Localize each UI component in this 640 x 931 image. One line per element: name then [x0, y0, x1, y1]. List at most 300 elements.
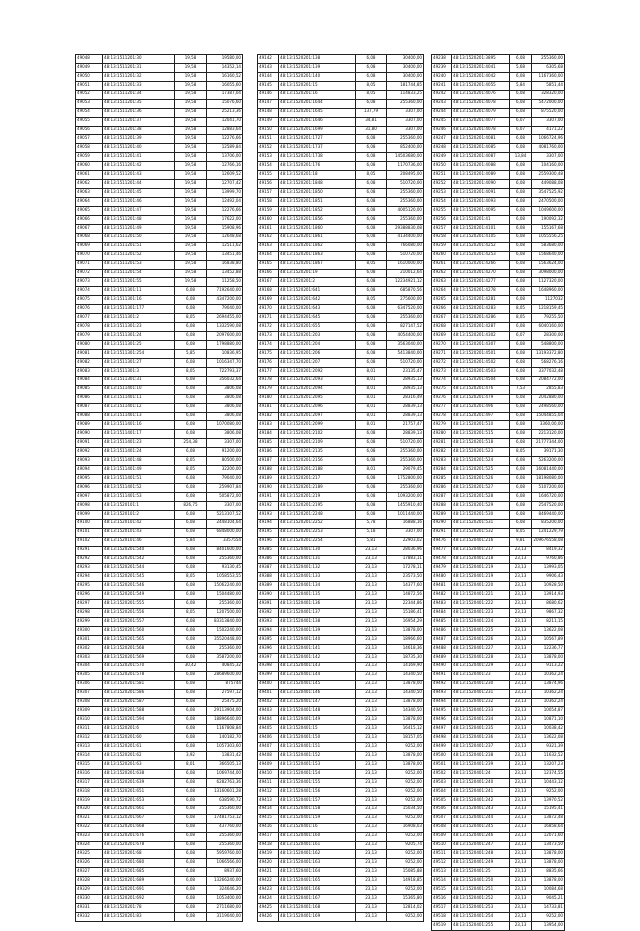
- cadastral-number: 48:13:1520401:252: [452, 895, 510, 904]
- table-row: [76, 430, 243, 439]
- rate-cell: 23,13: [356, 662, 387, 671]
- table-row: [76, 394, 243, 403]
- rate-cell: 8,05: [510, 314, 532, 323]
- value-cell: 15076,60: [207, 99, 243, 108]
- table-row: [76, 349, 243, 358]
- value-cell: 16908,03: [387, 823, 424, 832]
- value-cell: 181744,85: [387, 81, 424, 90]
- value-cell: 10836,95: [207, 349, 243, 358]
- table-row: [76, 528, 243, 537]
- cadastral-number: 48:13:1520401:23: [452, 671, 510, 680]
- rate-cell: 6,08: [356, 314, 387, 323]
- value-cell: 2711680,00: [207, 904, 243, 913]
- row-number: 49255: [432, 206, 452, 215]
- value-cell: 13193372,80: [532, 349, 565, 358]
- value-cell: 16055,60: [207, 81, 243, 90]
- row-number: 49180: [258, 394, 279, 403]
- value-cell: 40845,32: [207, 662, 243, 671]
- table-row: [76, 305, 243, 314]
- value-cell: 9113,22: [532, 662, 565, 671]
- rate-cell: 6,07: [510, 332, 532, 341]
- row-number: 49324: [76, 841, 103, 850]
- value-cell: 8401600,00: [207, 546, 243, 555]
- row-number: 49321: [76, 814, 103, 823]
- row-number: 49097: [76, 492, 103, 501]
- rate-cell: 6,08: [510, 144, 532, 153]
- table-row: [432, 868, 565, 877]
- value-cell: 852400,00: [387, 144, 424, 153]
- table-row: [76, 233, 243, 242]
- rate-cell: 6,08: [175, 653, 207, 662]
- cadastral-number: 48:13:1520201:4078: [452, 99, 510, 108]
- table-row: [432, 841, 565, 850]
- cadastral-number: 48:13:1520201:4266: [452, 260, 510, 269]
- table-row: [76, 457, 243, 466]
- value-cell: 18966,60: [387, 635, 424, 644]
- value-cell: 1058553,55: [207, 573, 243, 582]
- row-number: 49145: [258, 81, 279, 90]
- cadastral-number: 48:13:1520401:142: [279, 653, 356, 662]
- value-cell: 510720,00: [387, 251, 424, 260]
- row-number: 49081: [76, 349, 103, 358]
- value-cell: 3377032,48: [532, 367, 565, 376]
- value-cell: 140182,70: [207, 734, 243, 743]
- row-number: 49487: [432, 635, 452, 644]
- cadastral-number: 48:13:1520201:3895: [452, 55, 510, 64]
- table-row: [76, 72, 243, 81]
- cadastral-number: 48:13:1511201:32: [103, 72, 175, 81]
- cadastral-number: 48:13:1520401:161: [279, 841, 356, 850]
- table-row: [258, 573, 424, 582]
- rate-cell: 23,13: [356, 600, 387, 609]
- table-row: [76, 546, 243, 555]
- value-cell: 12071,60: [532, 832, 565, 841]
- rate-cell: 8,01: [175, 761, 207, 770]
- cadastral-number: 48:13:1520401:158: [279, 805, 356, 814]
- value-cell: 6040160,00: [532, 323, 565, 332]
- cadastral-number: 48:13:1511401:12: [103, 403, 175, 412]
- cadastral-number: 48:13:1520201:651: [103, 787, 175, 796]
- value-cell: 9252,00: [387, 814, 424, 823]
- value-cell: 16954,29: [387, 618, 424, 627]
- cadastral-number: 48:13:1520201:4091: [452, 189, 510, 198]
- value-cell: 4347200,00: [207, 296, 243, 305]
- value-cell: 13831,42: [207, 752, 243, 761]
- rate-cell: 6,08: [356, 287, 387, 296]
- value-cell: 13878,00: [387, 761, 424, 770]
- cadastral-number: 48:13:1520401:137: [279, 609, 356, 618]
- cadastral-number: 48:13:1520401:225: [452, 627, 510, 636]
- rate-cell: 6,08: [356, 233, 387, 242]
- table-row: [76, 332, 243, 341]
- cadastral-number: 48:13:1520201:4076: [452, 90, 510, 99]
- value-cell: 9205,74: [387, 841, 424, 850]
- value-cell: 3307,00: [207, 439, 243, 448]
- table-row: [432, 716, 565, 725]
- row-number: 49147: [258, 99, 279, 108]
- value-cell: 30400,00: [387, 63, 424, 72]
- rate-cell: 8,05: [175, 609, 207, 618]
- cadastral-number: 48:13:1520401:221: [452, 591, 510, 600]
- cadastral-number: 48:13:1520401:169: [279, 913, 356, 922]
- row-number: 49059: [76, 153, 103, 162]
- cadastral-number: 48:13:1520201:4095: [452, 206, 510, 215]
- cadastral-number: 48:13:1520201:588: [103, 707, 175, 716]
- cadastral-number: 48:13:1520201:638: [103, 770, 175, 779]
- row-number: 49481: [432, 582, 452, 591]
- rate-cell: 6,08: [356, 251, 387, 260]
- row-number: 49322: [76, 823, 103, 832]
- value-cell: 548800,00: [532, 341, 565, 350]
- row-number: 49176: [258, 358, 279, 367]
- table-row: [258, 618, 424, 627]
- table-row: [258, 841, 424, 850]
- row-number: 49170: [258, 305, 279, 314]
- rate-cell: 8,05: [356, 171, 387, 180]
- row-number: 49054: [76, 108, 103, 117]
- table-row: [432, 72, 565, 81]
- cadastral-number: 48:13:1520201:685: [103, 868, 175, 877]
- row-number: 49514: [432, 877, 452, 886]
- rate-cell: 6,08: [356, 492, 387, 501]
- cadastral-number: 48:13:1520201:4278: [452, 287, 510, 296]
- cadastral-number: 48:13:1520401:162: [279, 850, 356, 859]
- cadastral-number: 48:13:1520401:217: [452, 546, 510, 555]
- rate-cell: 23,13: [510, 877, 532, 886]
- rate-cell: 6,08: [510, 108, 532, 117]
- table-row: [258, 707, 424, 716]
- value-cell: 13451,46: [207, 251, 243, 260]
- rate-cell: 6,08: [175, 385, 207, 394]
- rate-cell: 6,08: [175, 448, 207, 457]
- row-number: 49068: [76, 233, 103, 242]
- value-cell: 9906,43: [532, 573, 565, 582]
- cadastral-number: 48:13:1520401:131: [279, 555, 356, 564]
- cadastral-number: 48:13:1520401:232: [452, 698, 510, 707]
- cadastral-number: 48:13:1520201:645: [279, 314, 356, 323]
- value-cell: 8937,60: [207, 868, 243, 877]
- row-number: 49185: [258, 439, 279, 448]
- value-cell: 1016347,70: [207, 358, 243, 367]
- table-row: [432, 770, 565, 779]
- cadastral-number: 48:13:1511401:17: [103, 430, 175, 439]
- rate-cell: 6,08: [510, 439, 532, 448]
- table-row: [432, 734, 565, 743]
- rate-cell: 826,75: [175, 501, 207, 510]
- value-cell: 5959760,00: [207, 850, 243, 859]
- rate-cell: 6,08: [356, 278, 387, 287]
- cadastral-number: 48:13:1520201:6: [103, 725, 175, 734]
- row-number: 49511: [432, 850, 452, 859]
- rate-cell: 23,13: [510, 635, 532, 644]
- rate-cell: 23,13: [356, 627, 387, 636]
- rate-cell: 8,01: [356, 403, 387, 412]
- rate-cell: 6,08: [356, 162, 387, 171]
- rate-cell: 6,08: [510, 99, 532, 108]
- cadastral-number: 48:13:1520401:138: [279, 618, 356, 627]
- cadastral-number: 48:13:1520201:518: [452, 439, 510, 448]
- cadastral-number: 48:13:1520201:4089: [452, 171, 510, 180]
- table-row: [258, 90, 424, 99]
- rate-cell: 6,08: [175, 850, 207, 859]
- row-number: 49281: [432, 439, 452, 448]
- rate-cell: 8,05: [356, 296, 387, 305]
- cadastral-number: 48:13:1520201:203: [279, 332, 356, 341]
- value-cell: 255360,00: [387, 189, 424, 198]
- table-row: [258, 403, 424, 412]
- row-number: 49497: [432, 725, 452, 734]
- value-cell: 16838,80: [207, 260, 243, 269]
- table-row: [258, 394, 424, 403]
- rate-cell: 6,08: [356, 55, 387, 64]
- cadastral-number: 48:13:1520201:2109: [279, 439, 356, 448]
- value-cell: 209676558,08: [532, 537, 565, 546]
- cadastral-number: 48:13:1520201:4501: [452, 349, 510, 358]
- rate-cell: 6,08: [175, 644, 207, 653]
- row-number: 49088: [76, 412, 103, 421]
- row-number: 49477: [432, 546, 452, 555]
- row-number: 49422: [258, 877, 279, 886]
- cadastral-number: 48:13:1520401:154: [279, 770, 356, 779]
- cadastral-number: 48:13:1520401:255: [452, 921, 510, 930]
- cadastral-number: 48:13:1520201:668: [103, 823, 175, 832]
- table-row: [432, 805, 565, 814]
- table-row: [76, 555, 243, 564]
- row-number: 49049: [76, 63, 103, 72]
- value-cell: 14340,50: [387, 671, 424, 680]
- rate-cell: 6,08: [356, 72, 387, 81]
- cadastral-number: 48:13:1520201:140: [279, 72, 356, 81]
- value-cell: 1502240,00: [207, 627, 243, 636]
- cadastral-number: 48:13:1520201:207: [279, 358, 356, 367]
- table-row: [432, 457, 565, 466]
- value-cell: 5107200,00: [532, 484, 565, 493]
- cadastral-number: 48:13:1520401:222: [452, 600, 510, 609]
- cadastral-number: 48:13:1520401:166: [279, 886, 356, 895]
- value-cell: 510720,00: [387, 180, 424, 189]
- value-cell: 28300,00: [532, 332, 565, 341]
- rate-cell: 6,08: [175, 832, 207, 841]
- value-cell: 827147,52: [387, 323, 424, 332]
- table-row: [258, 895, 424, 904]
- rate-cell: 6,08: [175, 305, 207, 314]
- rate-cell: 8,01: [356, 367, 387, 376]
- table-row: [258, 466, 424, 475]
- row-number: 49390: [258, 591, 279, 600]
- rate-cell: 6,08: [175, 421, 207, 430]
- rate-cell: 6,08: [175, 895, 207, 904]
- table-row: [432, 81, 565, 90]
- cadastral-number: 48:13:1520201:4090: [452, 180, 510, 189]
- table-row: [432, 99, 565, 108]
- row-number: 49093: [76, 457, 103, 466]
- value-cell: 12492,04: [207, 198, 243, 207]
- table-row: [432, 814, 565, 823]
- rate-cell: 23,13: [356, 555, 387, 564]
- row-number: 49325: [76, 850, 103, 859]
- table-row: [76, 448, 243, 457]
- row-number: 49264: [432, 287, 452, 296]
- cadastral-number: 48:13:1520201:1850: [279, 189, 356, 198]
- row-number: 49405: [258, 725, 279, 734]
- rate-cell: 6,08: [510, 135, 532, 144]
- value-cell: 3360,00,00: [532, 421, 565, 430]
- rate-cell: 23,13: [356, 752, 387, 761]
- table-row: [258, 215, 424, 224]
- cadastral-number: 48:13:1520401:235: [452, 725, 510, 734]
- rate-cell: 23,13: [510, 680, 532, 689]
- row-number: 49493: [432, 689, 452, 698]
- cadastral-number: 48:13:1511201:36: [103, 108, 175, 117]
- table-row: [76, 341, 243, 350]
- row-number: 49414: [258, 805, 279, 814]
- cadastral-number: 48:13:1520201:530: [452, 510, 510, 519]
- row-number: 49268: [432, 323, 452, 332]
- row-number: 49076: [76, 305, 103, 314]
- value-cell: 28839,13: [387, 430, 424, 439]
- value-cell: 255360,00: [387, 99, 424, 108]
- table-row: [76, 314, 243, 323]
- rate-cell: 19,58: [175, 126, 207, 135]
- row-number: 49273: [432, 367, 452, 376]
- row-number: 49303: [76, 653, 103, 662]
- row-number: 49162: [258, 233, 279, 242]
- row-number: 49329: [76, 886, 103, 895]
- rate-cell: 8,01: [356, 466, 387, 475]
- cadastral-number: 48:13:1520201:83: [103, 913, 175, 922]
- row-number: 49193: [258, 510, 279, 519]
- row-number: 49159: [258, 206, 279, 215]
- table-row: [76, 153, 243, 162]
- cadastral-number: 48:13:1520401:231: [452, 689, 510, 698]
- value-cell: 12511,62: [207, 242, 243, 251]
- value-cell: 79040,00: [207, 305, 243, 314]
- cadastral-number: 48:13:1520201:594: [103, 716, 175, 725]
- value-cell: 13878,00: [387, 627, 424, 636]
- cadastral-number: 48:13:1520201:546: [103, 582, 175, 591]
- value-cell: 12883,64: [207, 126, 243, 135]
- table-row: [432, 653, 565, 662]
- table-row: [432, 778, 565, 787]
- value-cell: 10567,89: [532, 635, 565, 644]
- cadastral-number: 48:13:1520201:206: [279, 349, 356, 358]
- table-row: [258, 698, 424, 707]
- row-number: 49192: [258, 501, 279, 510]
- value-cell: 10928,50: [532, 582, 565, 591]
- rate-cell: 23,13: [510, 841, 532, 850]
- value-cell: 16160,52: [207, 72, 243, 81]
- value-cell: 255360,00: [207, 644, 243, 653]
- rate-cell: 23,13: [356, 698, 387, 707]
- row-number: 49086: [76, 394, 103, 403]
- value-cell: 104160,00: [532, 162, 565, 171]
- cadastral-number: 48:13:1520401:223: [452, 609, 510, 618]
- table-row: [76, 206, 243, 215]
- rate-cell: 6,08: [175, 555, 207, 564]
- value-cell: 13970,52: [532, 796, 565, 805]
- cadastral-number: 48:13:1520401:150: [279, 734, 356, 743]
- row-number: 49300: [76, 627, 103, 636]
- row-number: 49288: [432, 501, 452, 510]
- rate-cell: 8,05: [175, 457, 207, 466]
- value-cell: 9252,00: [387, 796, 424, 805]
- value-cell: 9252,00: [532, 787, 565, 796]
- value-cell: 875520,00: [532, 108, 565, 117]
- rate-cell: 6,08: [175, 564, 207, 573]
- value-cell: 10084,68: [532, 886, 565, 895]
- table-row: [258, 457, 424, 466]
- row-number: 49094: [76, 466, 103, 475]
- rate-cell: 23,13: [356, 859, 387, 868]
- value-cell: 7192640,00: [207, 287, 243, 296]
- rate-cell: 8,01: [356, 394, 387, 403]
- rate-cell: 6,08: [510, 198, 532, 207]
- value-cell: 15195,41: [532, 805, 565, 814]
- rate-cell: 6,08: [356, 224, 387, 233]
- table-row: [432, 698, 565, 707]
- row-number: 49174: [258, 341, 279, 350]
- table-row: [76, 618, 243, 627]
- value-cell: 18157,05: [387, 734, 424, 743]
- cadastral-number: 48:13:1511301:177: [103, 305, 175, 314]
- rate-cell: 23,13: [510, 752, 532, 761]
- table-row: [258, 680, 424, 689]
- value-cell: 208495,00: [387, 171, 424, 180]
- table-row: [432, 627, 565, 636]
- rate-cell: 23,13: [356, 761, 387, 770]
- table-row: [432, 466, 565, 475]
- rate-cell: 23,13: [510, 555, 532, 564]
- value-cell: 15365,80: [387, 895, 424, 904]
- table-row: [258, 752, 424, 761]
- cadastral-number: 48:13:1520401:250: [452, 877, 510, 886]
- table-row: [76, 323, 243, 332]
- cadastral-number: 48:13:1520201:639: [103, 778, 175, 787]
- cadastral-number: 48:13:1520201:1861: [279, 233, 356, 242]
- value-cell: 1752800,00: [387, 475, 424, 484]
- value-cell: 13160601,28: [207, 787, 243, 796]
- table-row: [258, 778, 424, 787]
- cadastral-number: 48:13:1520401:243: [452, 805, 510, 814]
- value-cell: 1218159,45: [532, 305, 565, 314]
- rate-cell: 23,13: [510, 796, 532, 805]
- cadastral-number: 48:13:1511401:53: [103, 492, 175, 501]
- table-row: [76, 805, 243, 814]
- table-row: [76, 385, 243, 394]
- value-cell: 3307,00: [387, 126, 424, 135]
- cadastral-number: 48:13:1520201:41: [452, 215, 510, 224]
- table-row: [432, 251, 565, 260]
- table-row: [258, 224, 424, 233]
- row-number: 49252: [432, 180, 452, 189]
- row-number: 49309: [76, 707, 103, 716]
- row-number: 49296: [76, 591, 103, 600]
- rate-cell: 23,13: [510, 644, 532, 653]
- table-row: [76, 841, 243, 850]
- rate-cell: 23,13: [510, 904, 532, 913]
- table-row: [258, 734, 424, 743]
- rate-cell: 6,08: [356, 269, 387, 278]
- cadastral-number: 48:13:1520201:63: [103, 761, 175, 770]
- row-number: 49394: [258, 627, 279, 636]
- value-cell: 14377,60: [387, 582, 424, 591]
- row-number: 49420: [258, 859, 279, 868]
- value-cell: 17387,04: [207, 90, 243, 99]
- value-cell: 4171,22: [532, 126, 565, 135]
- table-row: [258, 484, 424, 493]
- table-row: [432, 323, 565, 332]
- cadastral-number: 48:13:1511201:31: [103, 63, 175, 72]
